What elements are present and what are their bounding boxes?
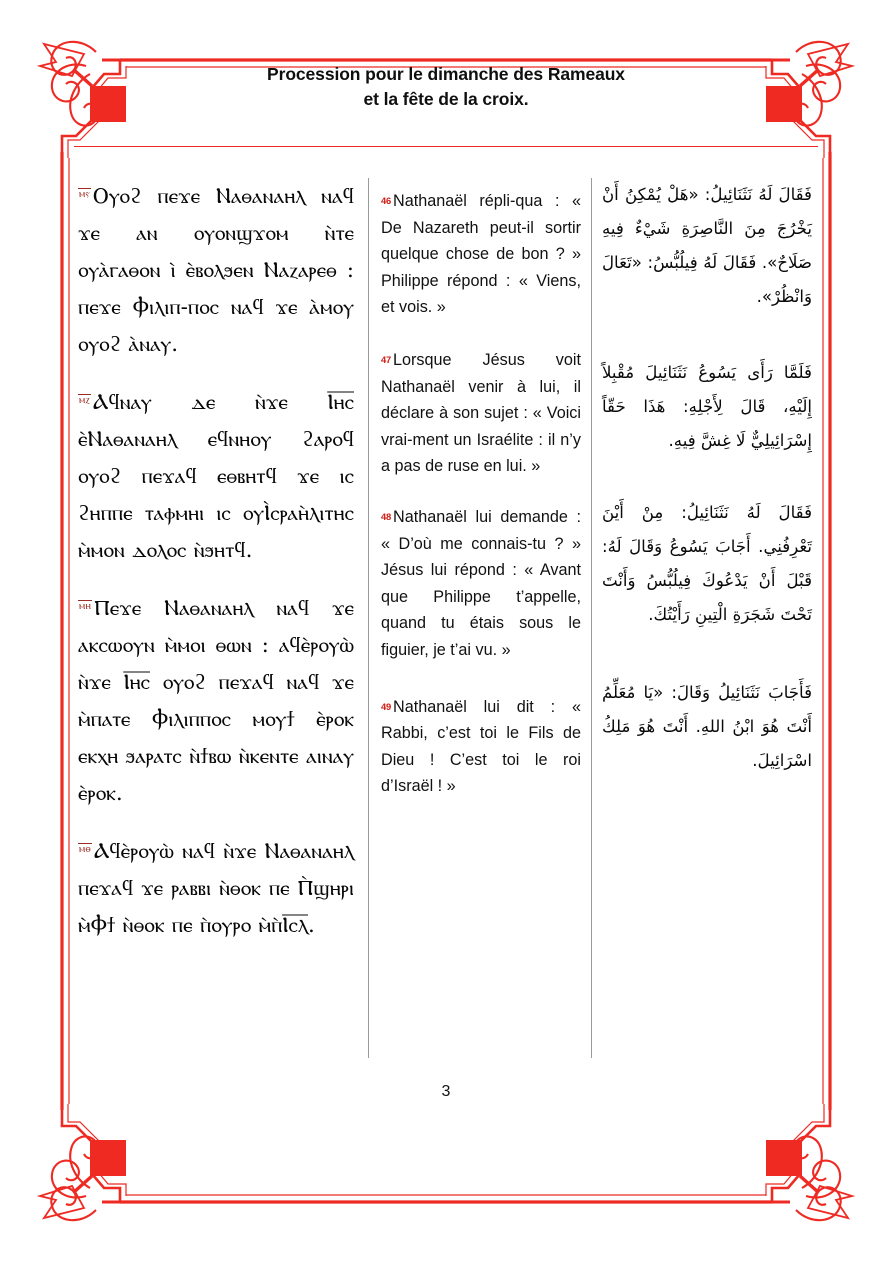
arabic-verse-paragraph: فَقَالَ لَهُ نَثَنَائِيلُ: «هَلْ يُمْكِنُ أَنْ يَخْرُجَ مِنَ النَّاصِرَةِ شَيْءٌ فِيهِ صَلَاحٌ». فَقَالَ لَهُ فِيلُبُّسُ: «تَعَالَ وَانْظُرْ».	[602, 185, 812, 306]
verse-text: Nathanaël lui dit : « Rabbi, c’est toi le Fils de Dieu ! C’est toi le roi d’Israël ! »	[381, 697, 581, 796]
verse-text: Ⲁϥⲛⲁⲩ ⲇⲉ ⲛ̀ϫⲉ Ⲓ̅ⲏ̅ⲥ̅ ⲉ̀Ⲛⲁⲑⲁⲛⲁⲏⲗ ⲉϥⲛⲏⲟⲩ ϩⲁⲣⲟϥ ⲟⲩⲟϩ ⲡⲉϫⲁϥ ⲉⲑⲃⲏⲧϥ ϫⲉ ⲓⲥ ϩⲏⲡⲡⲉ ⲧⲁⲫⲙⲏⲓ ⲓⲥ ⲟⲩⲒ̀ⲥⲣⲁⲏ̀ⲗⲓⲧⲏⲥ ⲙ̀ⲙⲟⲛ ⲇⲟⲗⲟⲥ ⲛ̀ϧⲏⲧϥ.	[78, 390, 354, 563]
verse-number-marker: ⲙ̅ⲋ̅	[79, 188, 91, 200]
corner-ornament-top-left	[40, 42, 126, 158]
page-number: 3	[441, 1083, 451, 1100]
verse-number-marker: 49	[381, 700, 392, 712]
verse-text: Ⲡⲉϫⲉ Ⲛⲁⲑⲁⲛⲁⲏⲗ ⲛⲁϥ ϫⲉ ⲁⲕⲥⲱⲟⲩⲛ ⲙ̀ⲙⲟⲓ ⲑⲱⲛ : ⲁϥⲉ̀ⲣⲟⲩⲱ̀ ⲛ̀ϫⲉ Ⲓ̅ⲏ̅ⲥ̅ ⲟⲩⲟϩ ⲡⲉϫⲁϥ ⲛⲁϥ ϫⲉ ⲙ̀ⲡⲁⲧⲉ Ⲫⲓⲗⲓⲡⲡⲟⲥ ⲙⲟⲩϯ ⲉ̀ⲣⲟⲕ ⲉⲕⲭⲏ ϧⲁⲣⲁⲧⲥ ⲛ̀ϯⲃⲱ ⲛ̀ⲕⲉⲛⲧⲉ ⲁⲓⲛⲁⲩ ⲉ̀ⲣⲟⲕ.	[78, 596, 354, 806]
arabic-verse-paragraph: فَلَمَّا رَأَى يَسُوعُ نَثَنَائِيلَ مُقْبِلاً إِلَيْهِ، قَالَ لِأَجْلِهِ: هَذَا حَقّاً إِسْرَائِيلِيٌّ لَا غِشَّ فِيهِ.	[602, 363, 812, 450]
corner-ornament-bottom-left	[40, 1104, 126, 1220]
page-title	[120, 62, 772, 112]
arabic-verse-paragraph: فَقَالَ لَهُ نَثَنَائِيلُ: مِنْ أَيْنَ تَعْرِفُنِي. أَجَابَ يَسُوعُ وَقَالَ لَهُ: قَبْلَ أَنْ يَدْعُوكَ فِيلُبُّسُ وَأَنْتَ تَحْتَ شَجَرَةِ الْتِينِ رَأَيْتُكَ.	[602, 503, 812, 624]
verse-text: Ⲟⲩⲟϩ ⲡⲉϫⲉ Ⲛⲁⲑⲁⲛⲁⲏⲗ ⲛⲁϥ ϫⲉ ⲁⲛ ⲟⲩⲟⲛϣϫⲟⲙ ⲛ̀ⲧⲉ ⲟⲩⲁ̀ⲅⲁⲑⲟⲛ ⲓ̀ ⲉ̀ⲃⲟⲗϧⲉⲛ Ⲛⲁⲍⲁⲣⲉⲑ : ⲡⲉϫⲉ Ⲫⲓⲗⲓⲡ-ⲡⲟⲥ ⲛⲁϥ ϫⲉ ⲁ̀ⲙⲟⲩ ⲟⲩⲟϩ ⲁ̀ⲛⲁⲩ.	[78, 184, 354, 357]
page-title-line-2: et la fête de la croix.	[363, 89, 529, 109]
column-coptic	[78, 178, 368, 1058]
verse-text: Nathanaël répli-qua : « De Nazareth peut-il sortir quelque chose de bon ? » Philippe répond : « Viens, et vois. »	[381, 192, 581, 317]
verse-text: Ⲁϥⲉ̀ⲣⲟⲩⲱ̀ ⲛⲁϥ ⲛ̀ϫⲉ Ⲛⲁⲑⲁⲛⲁⲏⲗ ⲡⲉϫⲁϥ ϫⲉ ⲣⲁⲃⲃⲓ ⲛ̀ⲑⲟⲕ ⲡⲉ Ⲡ̀ϣⲏⲣⲓ ⲙ̀Ⲫϯ ⲛ̀ⲑⲟⲕ ⲡⲉ ⲡ̀ⲟⲩⲣⲟ ⲙ̀ⲡ̀Ⲓ̅ⲥ̅ⲗ̅.	[78, 839, 354, 938]
page-title-line-1: Procession pour le dimanche des Rameaux	[267, 64, 625, 84]
verse-number-marker: 46	[381, 195, 392, 206]
arabic-verse-paragraph: فَأَجَابَ نَثَنَائِيلُ وَقَالَ: «يَا مُعَلِّمُ أَنْتَ هُوَ ابْنُ اللهِ. أَنْتَ هُوَ مَلِكُ اسْرَائِيلَ.	[602, 683, 812, 770]
verse-number-marker: ⲙ̅ⲍ̅	[79, 394, 91, 406]
coptic-verse-paragraph	[78, 384, 354, 569]
coptic-verse-paragraph	[78, 833, 354, 944]
corner-ornament-bottom-right	[766, 1104, 852, 1220]
coptic-verse-paragraph	[78, 590, 354, 812]
corner-ornament-top-right	[766, 42, 852, 158]
french-verse-paragraph	[381, 504, 581, 664]
french-verse-paragraph	[381, 694, 581, 800]
verse-text: Lorsque Jésus voit Nathanaël venir à lui, il déclare à son sujet : « Voici vrai-ment un Israélite : il n’y a pas de ruse en lui. »	[381, 350, 581, 476]
column-french	[368, 178, 591, 1058]
scripture-columns	[78, 178, 814, 1058]
french-verse-paragraph	[381, 188, 581, 321]
verse-number-marker: ⲙ̅ⲑ̅	[79, 843, 91, 855]
verse-text: Nathanaël lui demande : « D’où me connais-tu ? » Jésus lui répond : « Avant que Philippe t’appelle, quand tu étais sous le figuier, je t’ai vu. »	[381, 507, 581, 659]
coptic-verse-paragraph	[78, 178, 354, 363]
verse-number-marker: ⲙ̅ⲏ̅	[79, 600, 92, 612]
title-divider-rule	[74, 146, 818, 147]
verse-number-marker: 47	[381, 353, 392, 365]
french-verse-paragraph	[381, 347, 581, 480]
column-arabic	[591, 178, 814, 1058]
verse-number-marker: 48	[381, 510, 392, 522]
